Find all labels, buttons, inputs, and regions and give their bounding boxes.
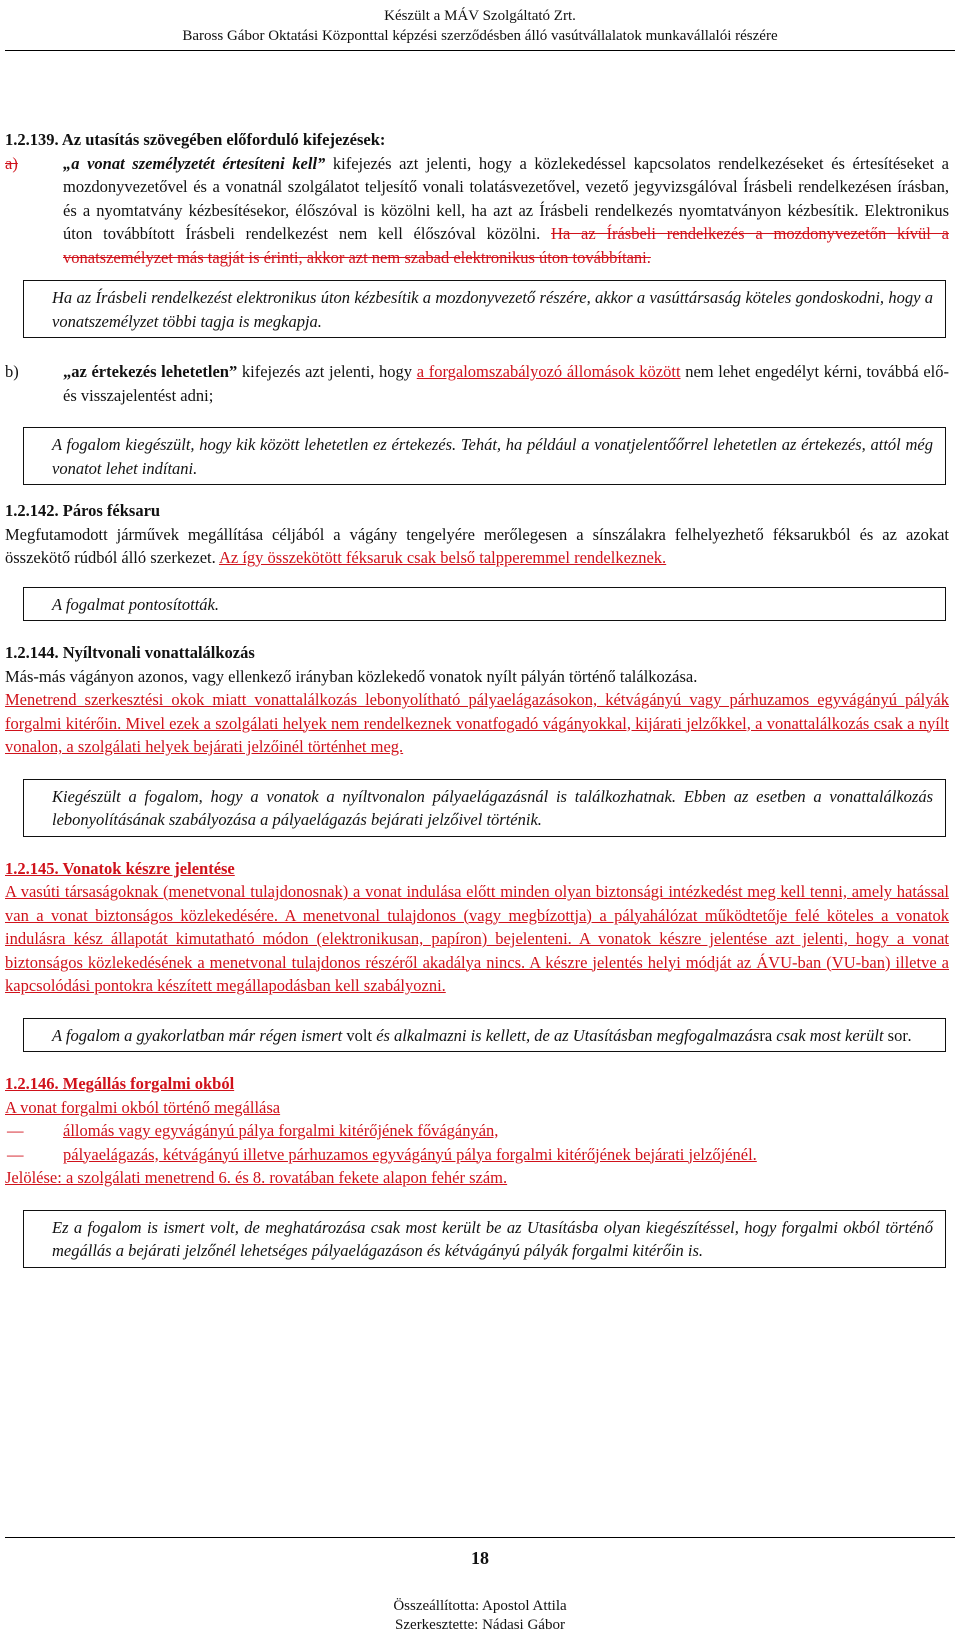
comment-139a-text: Ha az Írásbeli rendelkezést elektronikus úton kézbesítik a mozdonyvezető részére, akkor a vasúttársaság köteles gondoskodni, hogy a vonatszemélyzet többi tagja is megkapja. — [52, 288, 933, 331]
dash-marker-1: — — [7, 1121, 24, 1140]
comment-box-144 — [23, 779, 946, 837]
item-b-text-1: kifejezés azt jelenti, hogy — [237, 362, 417, 381]
section-139-title: 1.2.139. Az utasítás szövegében előforduló kifejezések: — [5, 130, 386, 149]
footer-divider — [5, 1537, 955, 1538]
page-number: 18 — [471, 1548, 489, 1568]
section-144-title: 1.2.144. Nyíltvonali vonattalálkozás — [5, 643, 255, 662]
item-b-red-text: a forgalomszabályozó állomások között — [416, 362, 681, 381]
header-line-2: Baross Gábor Oktatási Központtal képzési szerződésben álló vasútvállalatok munkavállalói részére — [182, 28, 778, 44]
comment-box-142 — [23, 587, 946, 622]
comment-box-146 — [23, 1210, 946, 1268]
comment-144-text: Kiegészült a fogalom, hogy a vonatok a nyíltvonalon pályaelágazásnál is találkozhatnak. Ebben az esetben a vonattalálkozás lebonyolításának szabályozása a pályaelágazás bejárati jelzőivel történik. — [52, 786, 933, 829]
comment-145-part-4: ra — [759, 1025, 773, 1045]
item-a-struck-text: Ha az Írásbeli rendelkezés a mozdonyvezetőn kívül a vonatszemélyzet más tagját is érinti, akkor azt nem szabad elektronikus úton továbbítani. — [63, 224, 949, 267]
header-line-1: Készült a MÁV Szolgáltató Zrt. — [384, 8, 576, 24]
section-146-item-1 — [5, 1119, 949, 1143]
comment-145-part-3: és alkalmazni is kellett, de az Utasításban megfogalmazás — [372, 1025, 760, 1045]
item-b — [5, 360, 949, 407]
comment-142-text: A fogalmat pontosították. — [52, 594, 219, 614]
section-144-text: Más-más vágányon azonos, vagy ellenkező irányban közlekedő vonatok nyílt pályán történő találkozása. — [5, 666, 698, 686]
item-a-label: a) — [5, 153, 18, 173]
section-142-title: 1.2.142. Páros féksaru — [5, 501, 161, 520]
section-145-text: A vasúti társaságoknak (menetvonal tulajdonosnak) a vonat indulása előtt minden olyan biztonsági intézkedést meg kell tenni, amely hatással van a vonat biztonságos közlekedésére. A menetvonal tulajdonos (vagy megbízottja) a pályahálózat működtetője felé köteles a vonatok indulásra kész állapotát kimutatható módon (elektronikusan, papíron) bejelenteni. A vonatok készre jelentése azt jelenti, hogy a vonat biztonságos közlekedésének a menetvonal tulajdonos részéről akadálya nincs. A készre jelentés helyi módját az ÁVU-ban (VU-ban) illetve a kapcsolódási pontokra készített megállapodásban kell szabályozni. — [5, 882, 949, 995]
header-divider — [5, 50, 955, 51]
item-a — [5, 152, 949, 270]
comment-145-part-1: A fogalom a gyakorlatban már régen ismert — [52, 1025, 347, 1045]
item-b-term: „az értekezés lehetetlen” — [63, 362, 238, 381]
comment-box-139a — [23, 280, 946, 338]
comment-145-part-5: csak most került — [772, 1025, 888, 1045]
comment-145-part-2: volt — [346, 1025, 373, 1045]
comment-145-part-6: sor — [887, 1025, 908, 1045]
section-142-red-text: Az így összekötött féksaruk csak belső talpperemmel rendelkeznek. — [218, 548, 667, 567]
section-144-red-text: Menetrend szerkesztési okok miatt vonattalálkozás lebonyolítható pályaelágazásokon, kétvágányú vagy párhuzamos egyvágányú pályák forgalmi kitérőin. Mivel ezek a szolgálati helyek nem rendelkeznek vonatfogadó vágányokkal, kijárati jelzőkkel, a vonattalálkozás csak a nyílt vonalon, a szolgálati helyek bejárati jelzőinél történhet meg. — [5, 690, 949, 756]
section-146-intro: A vonat forgalmi okból történő megállása — [5, 1097, 281, 1117]
item-b-text-2: nem lehet engedélyt kérni, továbbá elő- és visszajelentést adni; — [63, 362, 950, 405]
section-146-item-2 — [5, 1143, 949, 1167]
section-146-title: 1.2.146. Megállás forgalmi okból — [5, 1074, 235, 1093]
comment-box-139b — [23, 427, 946, 485]
document-body — [5, 128, 949, 1268]
comment-box-145 — [23, 1018, 946, 1053]
item-a-text: kifejezés azt jelenti, hogy a közlekedéssel kapcsolatos rendelkezéseket és értesítéseket a mozdonyvezetővel és a vonatnál szolgálatot teljesítő vonali tolatásvezetővel, vezető jegyvizsgálóval Írásbeli rendelkezésen írásban, és a nyomtatvány kézbesítésekor, élőszóval is közölni kell, ha azt az Írásbeli rendelkezés nyomtatványon kézbesítik. Elektronikus úton továbbított Írásbeli rendelkezést nem kell élőszóval közölni. — [63, 153, 950, 243]
section-146-item-2-text: pályaelágazás, kétvágányú illetve párhuzamos egyvágányú pálya forgalmi kitérőjének bejárati jelzőjénél. — [63, 1144, 757, 1164]
comment-146-text: Ez a fogalom is ismert volt, de meghatározása csak most került be az Utasításba olyan kiegészítéssel, hogy forgalmi okból történő megállás a bejárati jelzőnél lehetséges pályaelágazáson és kétvágányú pályák forgalmi kitérőin is. — [52, 1217, 933, 1260]
page-header — [0, 0, 960, 46]
item-b-label: b) — [5, 362, 19, 381]
footer-compiled-by: Összeállította: Apostol Attila — [393, 1598, 567, 1614]
dash-marker-2: — — [7, 1144, 24, 1164]
section-142-text — [5, 523, 949, 570]
section-146-item-1-text: állomás vagy egyvágányú pálya forgalmi kitérőjének fővágányán, — [63, 1121, 499, 1140]
section-146-marking: Jelölése: a szolgálati menetrend 6. és 8. rovatában fekete alapon fehér szám. — [5, 1168, 508, 1187]
comment-145-part-7: . — [907, 1025, 912, 1045]
section-145-title: 1.2.145. Vonatok készre jelentése — [5, 858, 235, 878]
section-142-body: Megfutamodott járművek megállítása céljából a vágány tengelyére merőlegesen a sínszálakra felhelyezhető féksarukból és az azokat összekötő rúdból álló szerkezet. — [5, 524, 949, 567]
footer-edited-by: Szerkesztette: Nádasi Gábor — [395, 1617, 565, 1633]
comment-139b-text: A fogalom kiegészült, hogy kik között lehetetlen ez értekezés. Tehát, ha például a vonatjelentőőrrel lehetetlen az értekezés, attól még vonatot lehet indítani. — [52, 435, 933, 478]
item-a-term: „a vonat személyzetét értesíteni kell” — [63, 153, 326, 173]
